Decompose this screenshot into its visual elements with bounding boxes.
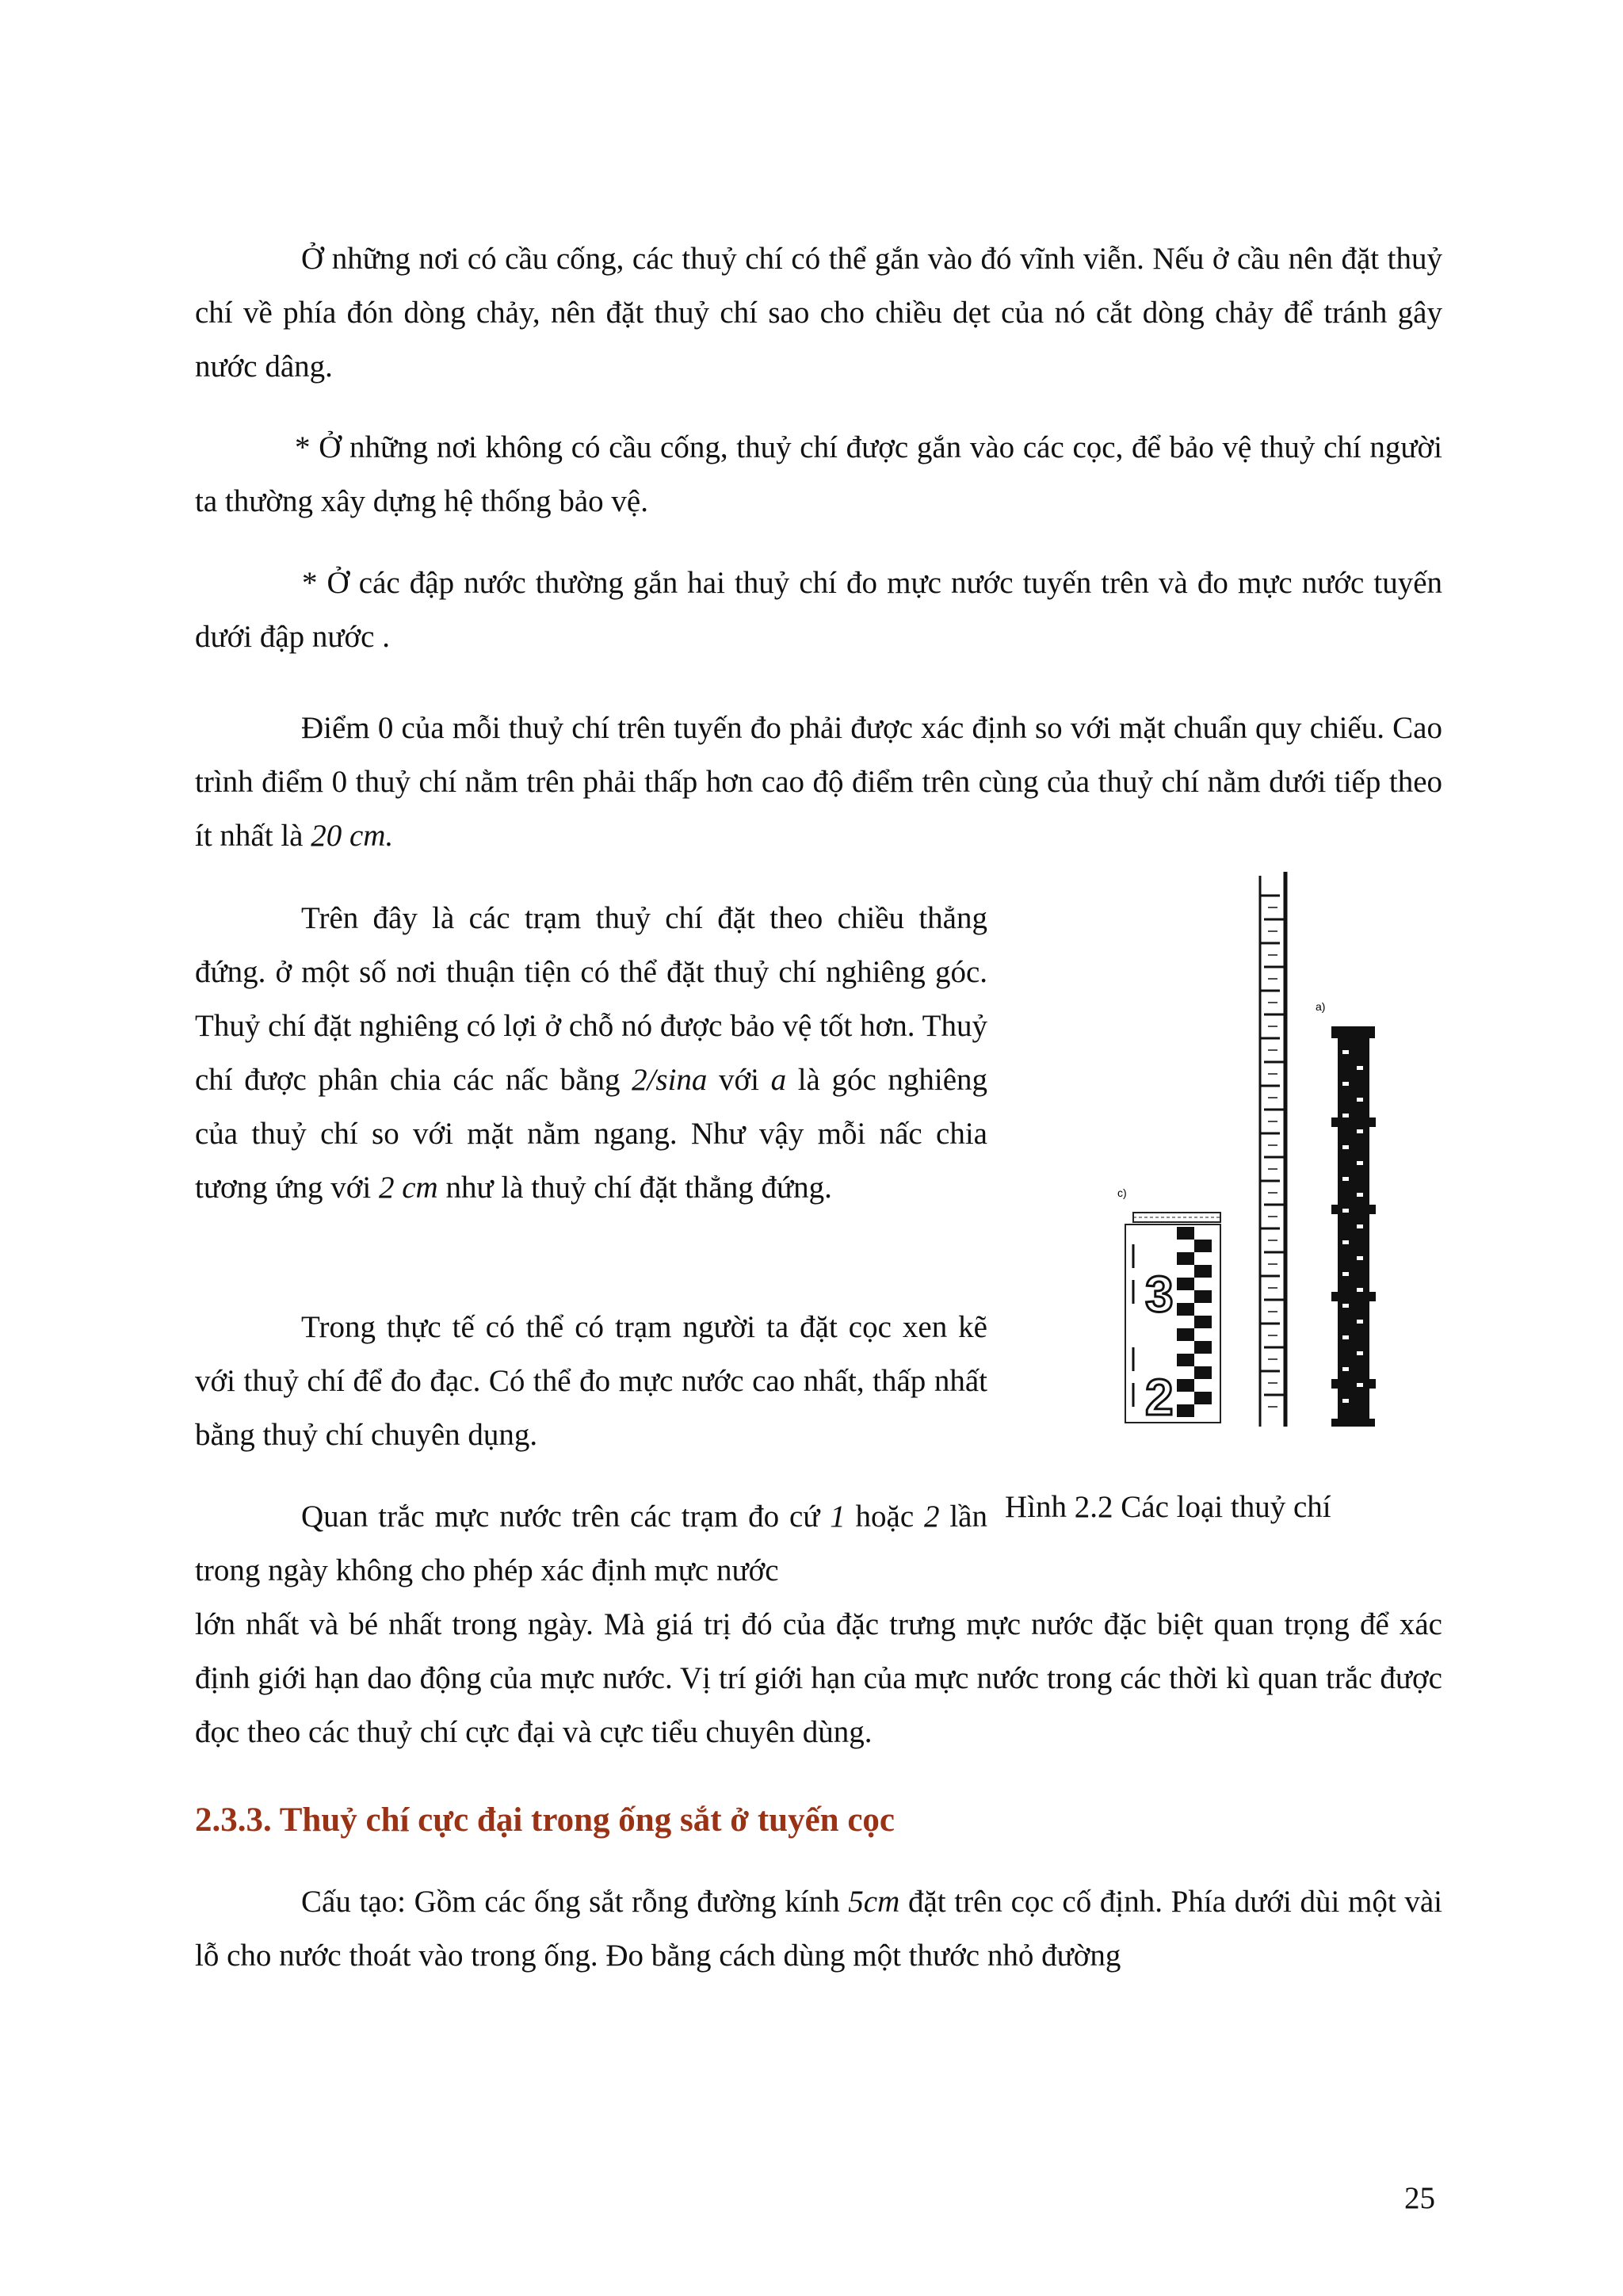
paragraph-piles: Trong thực tế có thể có trạm người ta đặt cọc xen kẽ với thuỷ chí để đo đạc. Có thể đo mực nước cao nhất, thấp nhất bằng thuỷ chí chuyên dụng.: [195, 1310, 987, 1452]
paragraph-structure: Cấu tạo: Gồm các ống sắt rỗng đường kính 5cm đặt trên cọc cố định. Phía dưới dùi một vài lỗ cho nước thoát vào trong ống. Đo bằng cách dùng một thước nhỏ đường: [195, 1885, 1442, 1973]
paragraph-observation: Quan trắc mực nước trên các trạm đo cứ 1 hoặc 2 lần trong ngày không cho phép xác định mực nước: [195, 1499, 987, 1587]
section-heading: 2.3.3. Thuỷ chí cực đại trong ống sắt ở tuyến cọc: [195, 1801, 895, 1839]
paragraph-no-bridges: * Ở những nơi không có cầu cống, thuỷ chí được gắn vào các cọc, để bảo vệ thuỷ chí người ta thường xây dựng hệ thống bảo vệ.: [195, 430, 1442, 518]
gauge-c: [1117, 1186, 1220, 1426]
paragraph-bridges: Ở những nơi có cầu cống, các thuỷ chí có thể gắn vào đó vĩnh viễn. Nếu ở cầu nên đặt thuỷ chí về phía đón dòng chảy, nên đặt thuỷ chí sao cho chiều dẹt của nó cắt dòng chảy để tránh gây nước dâng.: [195, 242, 1442, 384]
paragraph-dams: * Ở các đập nước thường gắn hai thuỷ chí đo mực nước tuyến trên và đo mực nước tuyến dưới đập nước .: [195, 566, 1442, 654]
figure-caption: Hình 2.2 Các loại thuỷ chí: [1005, 1490, 1331, 1524]
label-a: a): [1316, 1000, 1326, 1013]
staff-gauges-illustration: [1102, 872, 1426, 1427]
figure-staff-gauges: [1102, 872, 1426, 1427]
paragraph-inclined-gauge: Trên đây là các trạm thuỷ chí đặt theo chiều thẳng đứng. ở một số nơi thuận tiện có thể đặt thuỷ chí nghiêng góc. Thuỷ chí đặt nghiêng có lợi ở chỗ nó được bảo vệ tốt hơn. Thuỷ chí được phân chia các nấc bằng 2/sina với a là góc nghiêng của thuỷ chí so với mặt nằm ngang. Như vậy mỗi nấc chia tương ứng với 2 cm như là thuỷ chí đặt thẳng đứng.: [195, 901, 987, 1205]
paragraph-zero-point: Điểm 0 của mỗi thuỷ chí trên tuyến đo phải được xác định so với mặt chuẩn quy chiếu. Cao trình điểm 0 thuỷ chí nằm trên phải thấp hơn cao độ điểm trên cùng của thuỷ chí nằm dưới tiếp theo ít nhất là 20 cm.: [195, 711, 1442, 853]
label-c: c): [1117, 1186, 1127, 1199]
gauge-b: [1260, 872, 1285, 1427]
page-number: 25: [1404, 2181, 1435, 2215]
paragraph-observation-continued: lớn nhất và bé nhất trong ngày. Mà giá trị đó của đặc trưng mực nước đặc biệt quan trọng để xác định giới hạn dao động của mực nước. Vị trí giới hạn của mực nước trong các thời kì quan trắc được đọc theo các thuỷ chí cực đại và cực tiểu chuyên dùng.: [195, 1607, 1442, 1749]
gauge-a: [1316, 1000, 1376, 1427]
digit-2: 2: [1145, 1369, 1174, 1426]
digit-3: 3: [1145, 1266, 1174, 1323]
